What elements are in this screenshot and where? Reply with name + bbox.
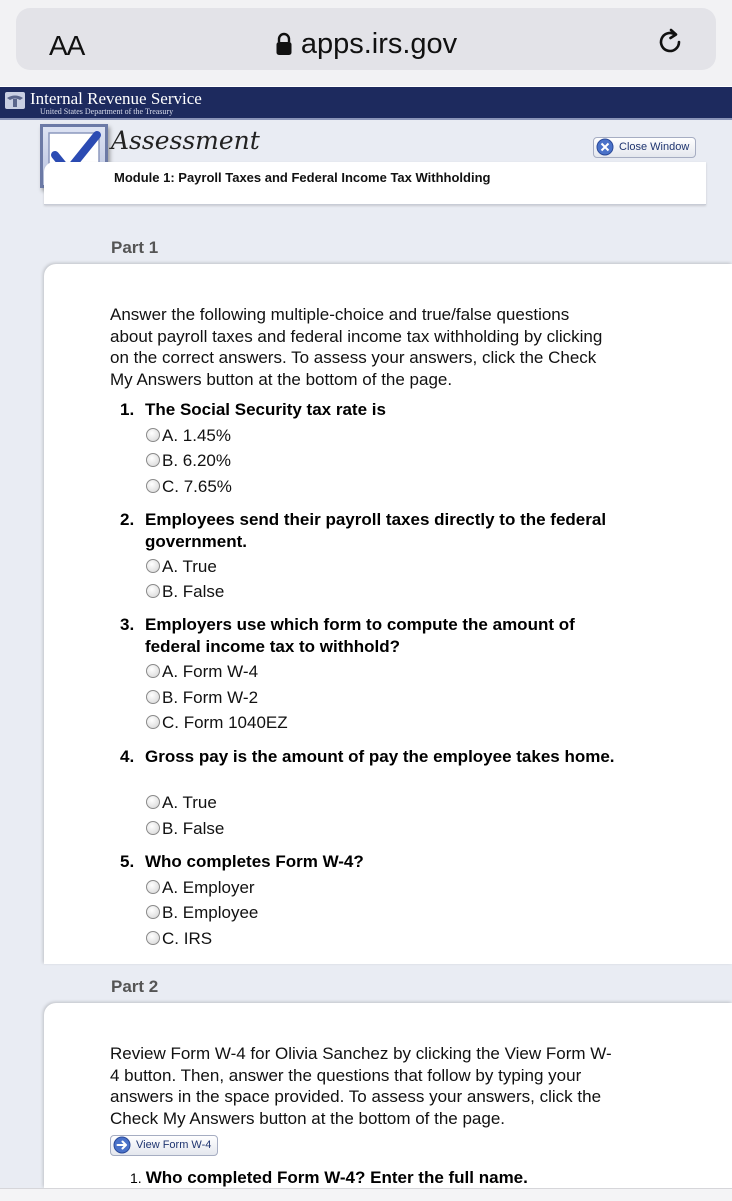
part-2-label: Part 2 (111, 977, 159, 996)
part-2-instructions: Review Form W-4 for Olivia Sanchez by clicking the View Form W-4 button. Then, answer the questions that follow by typing your answers in the space provided. To assess your answers, click the Check My Answers button at the bottom of the page. (110, 1044, 612, 1128)
question-text: The Social Security tax rate is (145, 400, 386, 419)
q2-option-b[interactable] (146, 582, 224, 602)
radio-button[interactable] (146, 428, 160, 442)
url-display[interactable] (16, 28, 716, 61)
part-1-label: Part 1 (111, 238, 159, 257)
q1-option-a[interactable] (146, 426, 231, 446)
part-2-question-1 (130, 1168, 528, 1188)
radio-button[interactable] (146, 584, 160, 598)
irs-title: Internal Revenue Service (30, 89, 202, 108)
q5-option-c[interactable] (146, 929, 212, 949)
option-label: C. Form 1040EZ (162, 713, 288, 732)
question-number: 1. (130, 1170, 142, 1186)
assessment-title: Assessment (111, 126, 260, 155)
q3-option-a[interactable] (146, 662, 258, 682)
irs-subtitle: United States Department of the Treasury (40, 107, 174, 116)
arrow-right-icon (113, 1136, 131, 1154)
option-label: A. Form W-4 (162, 662, 259, 681)
reader-text-size-button[interactable]: AA (49, 30, 85, 61)
radio-button[interactable] (146, 479, 160, 493)
reload-icon[interactable] (654, 26, 686, 58)
module-title: Module 1: Payroll Taxes and Federal Income Tax Withholding (114, 170, 491, 185)
module-panel (44, 162, 706, 205)
q3-option-b[interactable] (146, 688, 258, 708)
option-label: B. Employee (162, 903, 259, 922)
question-number: 3. (120, 615, 135, 634)
radio-button[interactable] (146, 821, 160, 835)
question-number: 5. (120, 852, 135, 871)
question-text: Employers use which form to compute the amount of federal income tax to withhold? (145, 615, 575, 656)
radio-button[interactable] (146, 690, 160, 704)
radio-button[interactable] (146, 559, 160, 573)
radio-button[interactable] (146, 905, 160, 919)
radio-button[interactable] (146, 715, 160, 729)
option-label: B. False (162, 582, 225, 601)
option-label: B. Form W-2 (162, 688, 259, 707)
q5-option-b[interactable] (146, 903, 258, 923)
close-icon (596, 138, 614, 156)
q2-option-a[interactable] (146, 557, 217, 577)
question-number: 1. (120, 400, 135, 419)
q1-option-b[interactable] (146, 451, 231, 471)
option-label: A. 1.45% (162, 426, 231, 445)
question-number: 4. (120, 747, 135, 766)
view-form-w4-label: View Form W-4 (136, 1139, 212, 1151)
question-text: Gross pay is the amount of pay the employee takes home. (145, 747, 615, 766)
option-label: A. True (162, 557, 217, 576)
question-number: 2. (120, 510, 135, 529)
browser-toolbar (0, 0, 732, 86)
address-bar[interactable] (16, 8, 716, 70)
option-label: C. IRS (162, 929, 213, 948)
question-text: Who completed Form W-4? Enter the full name. (145, 1168, 528, 1187)
option-label: C. 7.65% (162, 477, 232, 496)
radio-button[interactable] (146, 453, 160, 467)
q3-option-c[interactable] (146, 713, 288, 733)
part-1-instructions: Answer the following multiple-choice and true/false questions about payroll taxes and federal income tax withholding by clicking on the correct answers. To assess your answers, click the Check My Answers button at the bottom of the page. (110, 305, 603, 389)
radio-button[interactable] (146, 931, 160, 945)
q5-option-a[interactable] (146, 878, 255, 898)
q4-option-a[interactable] (146, 793, 217, 813)
radio-button[interactable] (146, 795, 160, 809)
lock-icon (275, 32, 293, 56)
url-text: apps.irs.gov (300, 28, 458, 60)
q1-option-c[interactable] (146, 477, 232, 497)
option-label: B. False (162, 819, 225, 838)
q4-option-b[interactable] (146, 819, 224, 839)
question-text: Employees send their payroll taxes directly to the federal government. (145, 510, 607, 551)
option-label: B. 6.20% (162, 451, 231, 470)
irs-banner (0, 87, 732, 120)
view-form-w4-button[interactable] (110, 1135, 218, 1156)
close-window-button[interactable] (593, 137, 696, 158)
browser-bottom-bar (0, 1188, 732, 1201)
question-text: Who completes Form W-4? (145, 852, 364, 871)
option-label: A. True (162, 793, 217, 812)
irs-eagle-logo-icon (4, 90, 26, 112)
close-window-label: Close Window (619, 141, 690, 153)
option-label: A. Employer (162, 878, 255, 897)
radio-button[interactable] (146, 664, 160, 678)
radio-button[interactable] (146, 880, 160, 894)
